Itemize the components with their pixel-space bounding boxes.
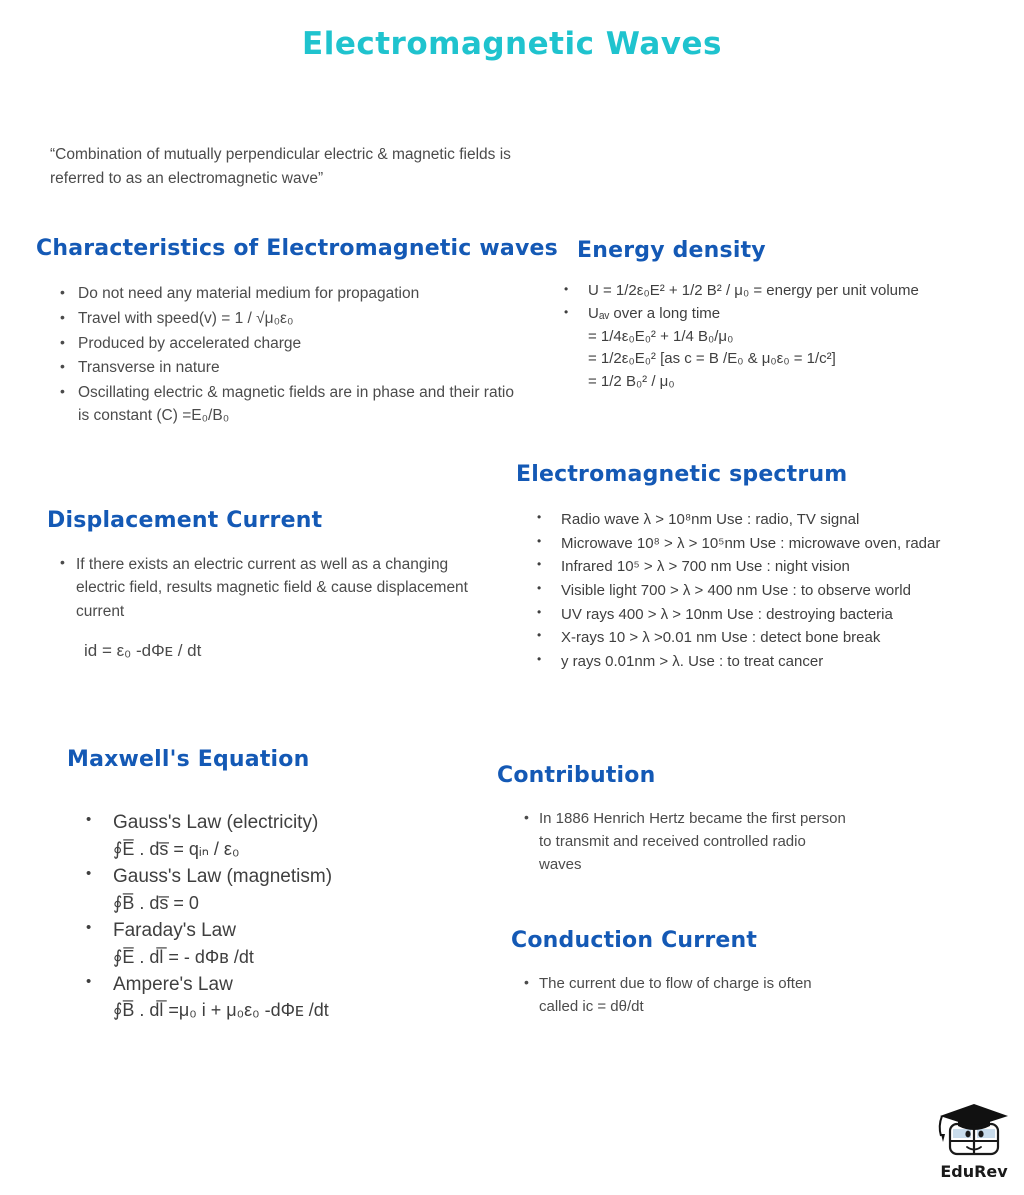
list-item: • Produced by accelerated charge: [56, 333, 521, 356]
section-heading-characteristics: Characteristics of Electromagnetic waves: [36, 236, 558, 261]
displacement-current-formula: id = ε₀ -dΦᴇ / dt: [84, 641, 202, 660]
law-name: Faraday's Law: [113, 919, 236, 941]
page-title: Electromagnetic Waves: [302, 26, 722, 62]
list-item: • UV rays 400 > λ > 10nm Use : destroying bacteria: [528, 603, 1008, 627]
law-name: Gauss's Law (magnetism): [113, 865, 333, 887]
conduction-current-block: [520, 973, 850, 1021]
list-item: [78, 918, 498, 969]
conduction-current-list: [520, 973, 850, 1019]
law-name: Ampere's Law: [113, 973, 233, 995]
list-item: • Do not need any material medium for propagation: [56, 283, 521, 306]
law-equation: ∮E̅ . dl̅ = - dΦʙ /dt: [113, 946, 254, 967]
formula-line: = 1/4ε₀E₀² + 1/4 B₀/μ₀: [588, 327, 734, 345]
characteristics-list-block: [56, 283, 521, 430]
list-item: • Uₐᵥ over a long time: [556, 303, 1006, 326]
law-equation: ∮E̅ . ds̅ = qᵢₙ / ε₀: [113, 838, 240, 859]
list-item: • Oscillating electric & magnetic fields are in phase and their ratio is constant (C) =E₀/B₀: [56, 382, 521, 428]
list-item: • Radio wave λ > 10⁸nm Use : radio, TV signal: [528, 508, 1008, 532]
list-item: • Travel with speed(v) = 1 / √μ₀ε₀: [56, 308, 521, 331]
list-item: • y rays 0.01nm > λ. Use : to treat cancer: [528, 650, 1008, 674]
list-item: • Visible light 700 > λ > 400 nm Use : to observe world: [528, 579, 1008, 603]
section-heading-displacement-current: Displacement Current: [47, 508, 323, 533]
list-item: [78, 972, 498, 1023]
section-heading-conduction-current: Conduction Current: [511, 928, 758, 953]
characteristics-list: [56, 283, 521, 428]
list-item: • Infrared 10⁵ > λ > 700 nm Use : night vision: [528, 555, 1008, 579]
list-item: • U = 1/2ε₀E² + 1/2 B² / μ₀ = energy per unit volume: [556, 280, 1006, 303]
section-heading-maxwell: Maxwell's Equation: [67, 747, 310, 772]
intro-quote: “Combination of mutually perpendicular electric & magnetic fields is referred to as an electromagnetic wave”: [50, 146, 511, 187]
section-heading-contribution: Contribution: [497, 763, 656, 788]
list-item: [78, 810, 498, 861]
law-equation: ∮B̅ . dl̅ =μ₀ i + μ₀ε₀ -dΦᴇ /dt: [113, 1000, 329, 1021]
law-equation: ∮B̅ . ds̅ = 0: [113, 892, 199, 913]
edurev-logo[interactable]: [928, 1098, 1020, 1181]
contribution-block: [520, 808, 850, 878]
formula-line: = 1/2 B₀² / μ₀: [588, 373, 675, 391]
energy-density-continuation: [556, 326, 1006, 394]
list-item: • The current due to flow of charge is often called ic = dθ/dt: [520, 973, 850, 1019]
list-item: [78, 864, 498, 915]
energy-density-list: [556, 280, 1006, 326]
spectrum-block: [528, 508, 1008, 674]
graduation-cap-book-icon: [928, 1098, 1020, 1160]
formula-line: = 1/2ε₀E₀² [as c = B /E₀ & μ₀ε₀ = 1/c²]: [588, 350, 836, 368]
list-item: • If there exists an electric current as well as a changing electric field, results magnetic field & cause displacement current: [56, 553, 471, 623]
list-item: • Microwave 10⁸ > λ > 10⁵nm Use : microwave oven, radar: [528, 532, 1008, 556]
spectrum-list: [528, 508, 1008, 674]
list-item: • X-rays 10 > λ >0.01 nm Use : detect bone break: [528, 626, 1008, 650]
section-heading-energy-density: Energy density: [577, 238, 766, 263]
maxwell-block: [78, 810, 498, 1026]
list-item: • In 1886 Henrich Hertz became the first person to transmit and received controlled radio waves: [520, 808, 850, 876]
contribution-list: [520, 808, 850, 876]
displacement-current-block: [56, 553, 471, 625]
energy-density-block: [556, 280, 1006, 394]
displacement-current-list: [56, 553, 471, 623]
maxwell-law-list: [78, 810, 498, 1023]
section-heading-spectrum: Electromagnetic spectrum: [516, 462, 848, 487]
law-name: Gauss's Law (electricity): [113, 812, 319, 833]
list-item: • Transverse in nature: [56, 357, 521, 380]
logo-text: EduRev: [940, 1162, 1008, 1181]
